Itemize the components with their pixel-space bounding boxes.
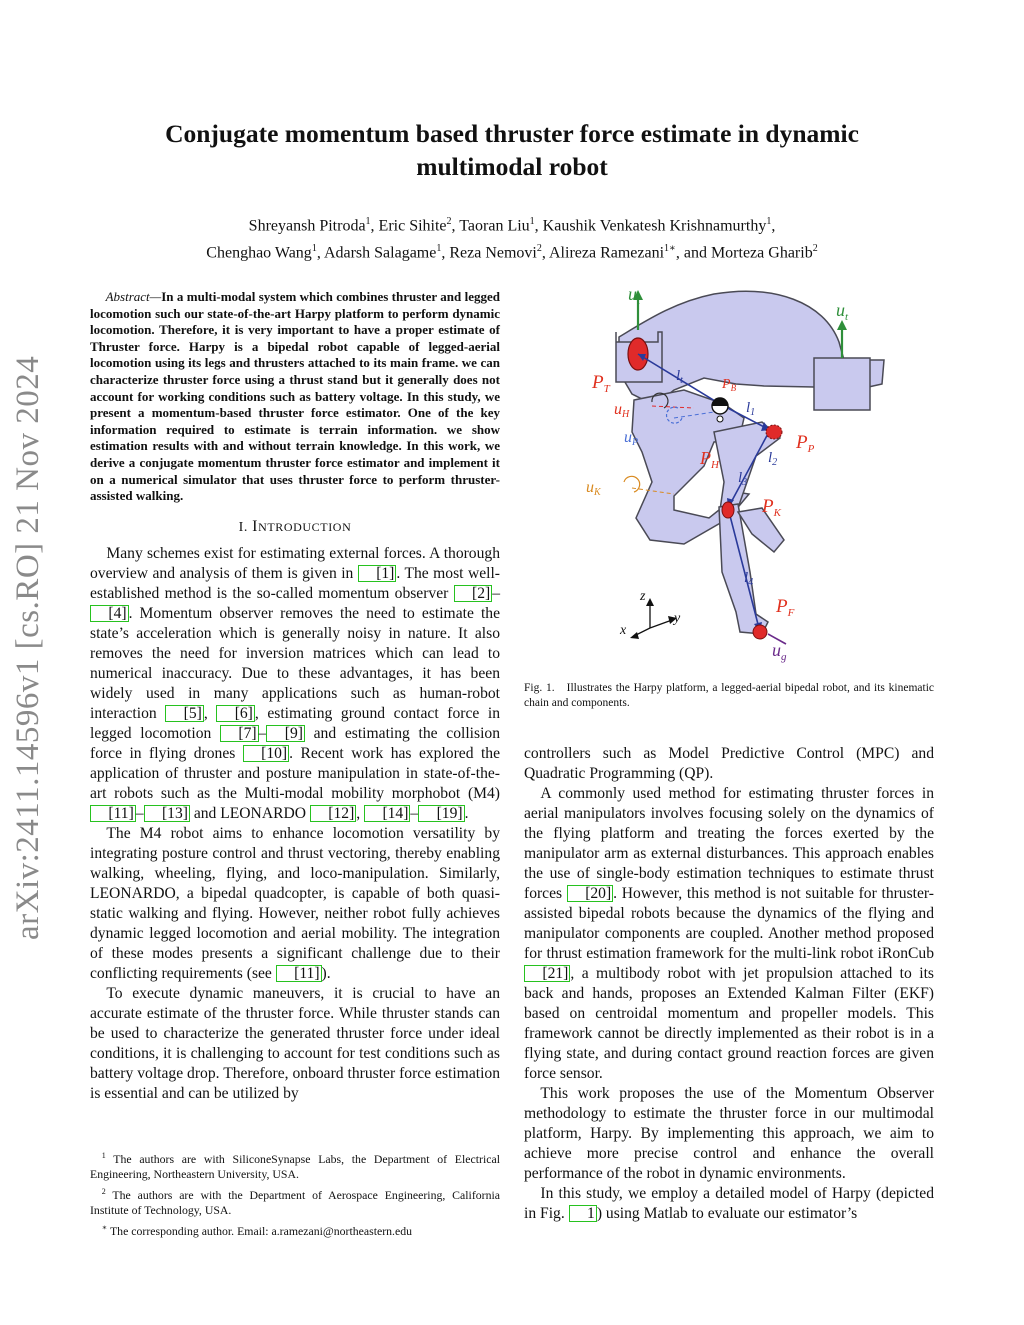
- author-name: Shreyansh Pitroda: [248, 217, 366, 235]
- author-list: Shreyansh Pitroda$^1$, Eric Sihite$^2$, Taoran Liu$^1$, Kaushik Venkatesh Krishnamurthy$^1$, Chenghao Wang$^1$, Adarsh Salagame$^1$, Reza Nemovi$^2$, Alireza Ramezani$^{1∗}$, and Morteza Gharib$^2$: [206, 216, 818, 262]
- author-name: Taoran Liu: [459, 217, 530, 235]
- abstract: [90, 289, 500, 505]
- citation-link[interactable]: [6]: [216, 705, 255, 722]
- author-name: Eric Sihite: [378, 217, 447, 235]
- footnote-mark: 2: [101, 1186, 106, 1196]
- author-affiliation-mark: 2: [812, 243, 818, 255]
- author-name: Reza Nemovi: [449, 244, 537, 262]
- citation-link[interactable]: [20]: [567, 885, 613, 902]
- label-PF: $P_F$: [776, 596, 795, 619]
- footnotes: [90, 1148, 500, 1241]
- abstract-label: Abstract—: [105, 289, 162, 304]
- citation-link[interactable]: [7]: [220, 725, 259, 742]
- right-column: [524, 744, 934, 1224]
- intro-paragraph-1: Many schemes exist for estimating external forces. A thorough overview and analysis of them is given in [1] . The most well-established method is the so-called momentum observer [2] –[4] . Momentum observer removes the need to estimate the state’s acceleration which is generally noisy in nature. It also removes the need for inversion matrices which can lead to numerical inaccuracy. Due to these advantages, it has been widely used in many applications such as human-robot interaction [5] , [6] , estimating ground contact force in legged locomotion [7] – [9] and estimating the collision force in flying drones [10] . Recent work has explored the application of thruster and posture manipulation in state-of-the-art robots such as the Multi-modal mobility morphobot (M4) [11] – [13] and LEONARDO [12] , [14] – [19] .: [90, 544, 500, 822]
- label-PP: $P_P$: [796, 432, 815, 455]
- author-name: Kaushik Venkatesh Krishnamurthy: [542, 217, 767, 235]
- author-affiliation-mark: 2: [536, 243, 542, 255]
- base-frame-marker-fill: [712, 398, 728, 406]
- base-frame-small: [717, 416, 723, 422]
- right-paragraph-1: controllers such as Model Predictive Control (MPC) and Quadratic Programming (QP).: [524, 745, 934, 782]
- label-lt: $l_t$: [676, 368, 683, 386]
- citation-link[interactable]: [5]: [165, 705, 204, 722]
- footnote: $^1$ The authors are with SiliconeSynapse Labs, the Department of Electrical Engineering, Northeastern University, USA.: [90, 1151, 500, 1181]
- label-l3: $l_3$: [738, 470, 748, 488]
- citation-link[interactable]: [9]: [266, 725, 305, 742]
- label-PB: $P_B$: [722, 377, 737, 393]
- citation-link[interactable]: [10]: [243, 745, 289, 762]
- author-name: Chenghao Wang: [206, 244, 312, 262]
- section-title: INTRODUCTION: [252, 517, 352, 535]
- figure-1-harpy-diagram: [524, 282, 934, 678]
- left-column: [90, 289, 500, 1104]
- author-affiliation-mark: 2: [446, 216, 452, 227]
- joint-foot-F: [753, 625, 767, 639]
- author-affiliation-mark: 1: [529, 216, 535, 227]
- footnote-mark: 1: [101, 1151, 106, 1160]
- citation-link[interactable]: [21]: [524, 965, 570, 982]
- label-uK: uK: [586, 479, 601, 498]
- label-ug: $u_g$: [772, 640, 787, 663]
- citation-link[interactable]: [13]: [144, 805, 190, 822]
- label-l2: $l_2$: [768, 450, 778, 468]
- author-affiliation-mark: 1: [311, 243, 317, 255]
- author-affiliation-mark: 1: [766, 216, 772, 227]
- citation-link[interactable]: [11]: [90, 805, 136, 822]
- label-uP: uP: [624, 429, 639, 448]
- intro-paragraph-3: To execute dynamic maneuvers, it is crucial to have an accurate estimate of the thruster force. While thruster stands can be used to characterize the generated thruster force under ideal conditions, it is challenging to account for test conditions such as battery voltage drop. Therefore, onboard thruster force estimation is essential and can be utilized by: [90, 984, 500, 1102]
- abstract-text: In a multi-modal system which combines thruster and legged locomotion such our state-of-the-art Harpy platform to perform dynamic locomotion. Therefore, it is very important to have a proper estimate of Thruster force. Harpy is a bipedal robot capable of legged-aerial locomotion using its legs and thrusters attached to its main frame. we can characterize thruster force using a thrust stand but it generally does not account for working conditions such as battery voltage. In this study, we present a momentum-based thruster force estimator. One of the key information required to estimate is terrain information. we show estimation results with and without terrain knowledge. In this work, we derive a conjugate momentum thruster force estimator and implement it on a numerical simulator that uses thruster force to perform thruster-assisted walking.: [90, 289, 500, 504]
- label-PT: $P_T$: [592, 372, 610, 395]
- caption-text: Illustrates the Harpy platform, a legged-aerial bipedal robot, and its kinematic chain and components.: [524, 682, 934, 709]
- joint-hip-P: [766, 425, 782, 439]
- label-y: y: [674, 611, 681, 626]
- citation-link[interactable]: [2]: [454, 585, 493, 602]
- label-l1: $l_1$: [746, 400, 756, 418]
- citation-link[interactable]: 1: [569, 1205, 597, 1222]
- torque-arc-K: [624, 476, 640, 492]
- right-paragraph-2: A commonly used method for estimating thruster forces in aerial manipulators involves focusing solely on the dynamics of the flying platform and treating the forces exerted by the manipulator arm as external disturbances. This approach enables the use of single-body estimation techniques to estimate thrust forces [20] . However, this method is not suitable for thruster-assisted bipedal robots because the dynamics of the flying and manipulator components are coupled. Another method proposed for thrust estimation framework for the multi-link robot iRonCub [21] , a multibody robot with jet propulsion attached to its back and hands, proposes an Extended Kalman Filter (EKF) based on centroidal momentum and propeller models. This framework cannot be directly implemented as their robot is in a flying state, and during contact ground reaction forces are given force sensor.: [524, 785, 934, 1082]
- citation-link[interactable]: [14]: [364, 805, 410, 822]
- citation-link[interactable]: [1]: [358, 565, 397, 582]
- author-name: Adarsh Salagame: [323, 244, 437, 262]
- citation-link[interactable]: [4]: [90, 605, 129, 622]
- axis-y: [650, 620, 672, 628]
- footnote-mark: ∗: [101, 1222, 108, 1232]
- caption-label: Fig. 1.: [524, 682, 555, 694]
- author-affiliation-mark: 1: [365, 216, 371, 227]
- paper-title: Conjugate momentum based thruster force estimate in dynamic multimodal robot: [165, 119, 859, 181]
- author-affiliation-mark: 1: [436, 243, 442, 255]
- label-PH: $P_H$: [700, 448, 719, 471]
- arxiv-identifier-stamp: arXiv:2411.14596v1 [cs.RO] 21 Nov 2024: [10, 355, 46, 940]
- axis-x-head: [630, 632, 639, 639]
- label-z: z: [640, 589, 646, 604]
- right-paragraph-3: This work proposes the use of the Momentum Observer methodology to estimate the thruster force in our multimodal platform, Harpy. By implementing this approach, we aim to achieve more precise control and enhance the overall performance of the robot in dynamic environments.: [524, 1085, 934, 1182]
- section-heading-introduction: I. INTRODUCTION: [238, 517, 352, 535]
- figure-caption: [524, 681, 934, 710]
- label-uH: uH: [614, 401, 630, 420]
- author-affiliation-mark: 1∗: [664, 243, 676, 255]
- footnote: ∗ The corresponding author. Email: a.ramezani@northeastern.edu: [101, 1222, 413, 1238]
- label-x: x: [620, 623, 627, 638]
- citation-link[interactable]: [11]: [276, 965, 322, 982]
- label-PK: $P_K$: [762, 496, 781, 519]
- footnote: $^2$ The authors are with the Department of Aerospace Engineering, California Institute of Technology, USA.: [90, 1186, 500, 1217]
- right-thruster-housing: [814, 358, 870, 410]
- author-name: Morteza Gharib: [710, 244, 813, 262]
- label-l4: $l_4$: [744, 570, 754, 588]
- label-ut-left: $u_t$: [628, 284, 641, 307]
- joint-knee-K: [722, 502, 734, 518]
- label-ut-right: $u_t$: [836, 300, 849, 323]
- intro-paragraph-2: The M4 robot aims to enhance locomotion versatility by integrating posture control and thrust vectoring, thereby enabling walking, wheeling, flying, and loco-manipulation. Similarly, LEONARDO, a bipedal quadcopter, is capable of both quasi-static walking and flying. However, neither robot fully achieves dynamic legged locomotion and aerial mobility. The integration of these modes presents a significant challenge due to their conflicting requirements (see [11] ).: [90, 824, 500, 982]
- citation-link[interactable]: [12]: [310, 805, 356, 822]
- axis-z-head: [646, 598, 654, 606]
- right-paragraph-4: In this study, we employ a detailed model of Harpy (depicted in Fig. 1 ) using Matlab to evaluate our estimator’s: [524, 1185, 934, 1222]
- citation-link[interactable]: [19]: [418, 805, 464, 822]
- author-name: Alireza Ramezani: [549, 244, 665, 262]
